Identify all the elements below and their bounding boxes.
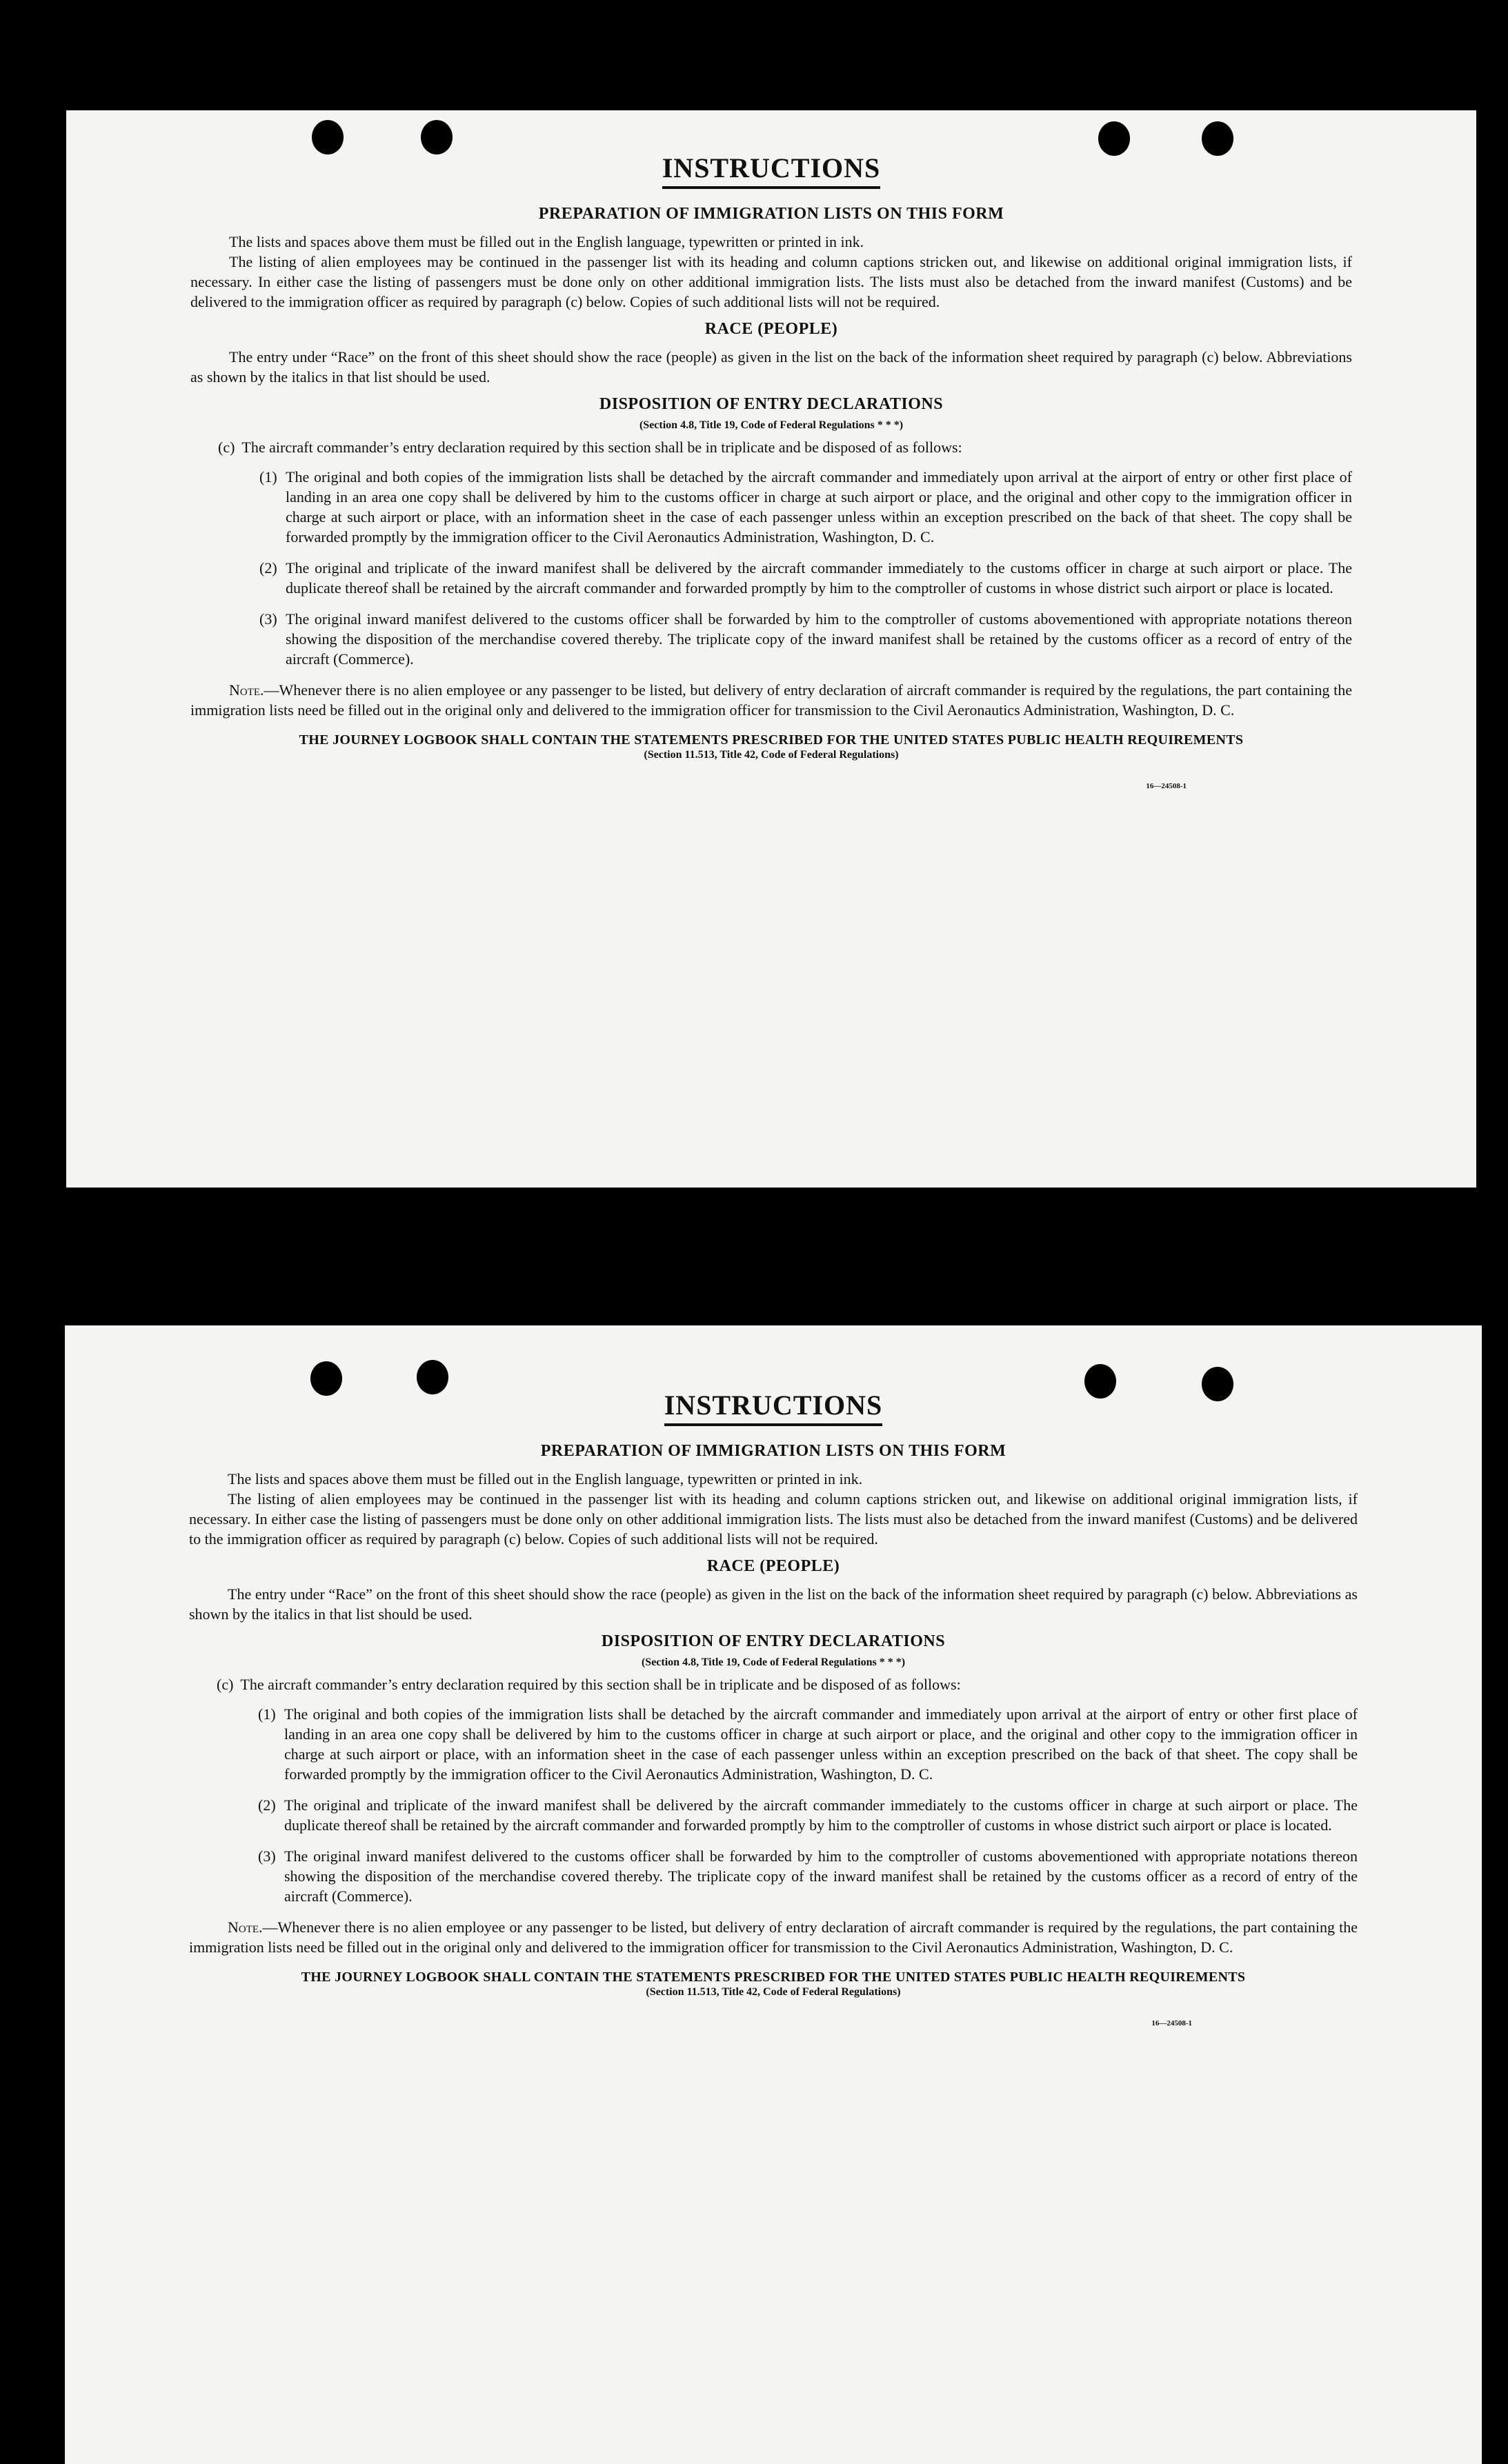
item-number: (1) [259,468,277,485]
item-text: The original and triplicate of the inward manifest shall be delivered by the aircraft commander immediately to the customs officer in charge at such airport or place. The duplicate thereof shall be retained by the aircraft commander and forwarded promptly by him to the comptroller of customs in whose district such airport or place is located. [286,559,1352,597]
paragraph: The lists and spaces above them must be filled out in the English language, typewritten or printed in ink. [228,1470,863,1488]
note-paragraph [189,1917,1358,1957]
item-text: The original and both copies of the immigration lists shall be detached by the aircraft commander and immediately upon arrival at the airport of entry or other first place of landing in an area one copy shall be delivered by him to the customs officer in charge at such airport or place, and the original and other copy to the immigration officer in charge at such airport or place, with an information sheet in the case of each passenger unless within an exception prescribed on the back of that sheet. The copy shall be forwarded promptly by the immigration officer to the Civil Aeronautics Administration, Washington, D. C. [284,1705,1358,1783]
paragraph: The entry under “Race” on the front of this sheet should show the race (people) as given in the list on the back of the information sheet required by paragraph (c) below. Abbreviations as shown by the italics in that list should be used. [189,1585,1358,1623]
sheet-content [190,152,1352,790]
note-paragraph [190,680,1352,720]
closing-statement: THE JOURNEY LOGBOOK SHALL CONTAIN THE STATEMENTS PRESCRIBED FOR THE UNITED STATES PUBLIC HEALTH REQUIREMENTS [299,732,1244,748]
item-text: The original inward manifest delivered to the customs officer shall be forwarded by him to the comptroller of customs abovementioned with appropriate notations thereon showing the disposition of the merchandise covered thereby. The triplicate copy of the inward manifest shall be retained by the customs officer as a record of entry of the aircraft (Commerce). [284,1847,1358,1905]
list-item [258,1795,1358,1835]
list-item [258,1704,1358,1784]
section-subheading: (Section 4.8, Title 19, Code of Federal Regulations * * *) [641,1656,906,1668]
closing-statement: THE JOURNEY LOGBOOK SHALL CONTAIN THE STATEMENTS PRESCRIBED FOR THE UNITED STATES PUBLIC HEALTH REQUIREMENTS [301,1970,1246,1985]
item-text: The original and triplicate of the inward manifest shall be delivered by the aircraft commander immediately to the customs officer in charge at such airport or place. The duplicate thereof shall be retained by the aircraft commander and forwarded promptly by him to the comptroller of customs in whose district such airport or place is located. [284,1796,1358,1834]
item-number: (3) [259,610,277,628]
section-heading: DISPOSITION OF ENTRY DECLARATIONS [601,1632,946,1650]
section-heading: PREPARATION OF IMMIGRATION LISTS ON THIS FORM [540,1442,1006,1460]
paragraph: The entry under “Race” on the front of this sheet should show the race (people) as given in the list on the back of the information sheet required by paragraph (c) below. Abbreviations as shown by the italics in that list should be used. [190,348,1352,385]
note-text: —Whenever there is no alien employee or any passenger to be listed, but delivery of entry declaration of aircraft commander is required by the regulations, the part containing the immigration lists need be filled out in the original only and delivered to the immigration officer for transmission to the Civil Aeronautics Administration, Washington, D. C. [189,1919,1358,1956]
list-item [258,1846,1358,1906]
section-heading: RACE (PEOPLE) [706,1557,840,1575]
form-number: 16—24508-1 [1146,782,1187,790]
section-heading: PREPARATION OF IMMIGRATION LISTS ON THIS FORM [538,205,1004,223]
item-number: (2) [258,1796,276,1814]
paragraph: The listing of alien employees may be continued in the passenger list with its heading and column captions stricken out, and likewise on additional original immigration lists, if necessary. In either case the listing of passengers must be done only on other additional immigration lists. The lists must also be detached from the inward manifest (Customs) and be delivered to the immigration officer as required by paragraph (c) below. Copies of such additional lists will not be required. [190,253,1352,310]
punch-hole [1202,121,1233,156]
item-number: (2) [259,559,277,577]
instruction-sheet [65,1325,1482,2464]
list-item [259,467,1352,547]
paragraph: The listing of alien employees may be continued in the passenger list with its heading and column captions stricken out, and likewise on additional original immigration lists, if necessary. In either case the listing of passengers must be done only on other additional immigration lists. The lists must also be detached from the inward manifest (Customs) and be delivered to the immigration officer as required by paragraph (c) below. Copies of such additional lists will not be required. [189,1490,1358,1547]
sheet-content [189,1389,1358,2027]
paragraph-c [218,437,1352,457]
item-text: The original and both copies of the immigration lists shall be detached by the aircraft commander and immediately upon arrival at the airport of entry or other first place of landing in an area one copy shall be delivered by him to the customs officer in charge at such airport or place, and the original and other copy to the immigration officer in charge at such airport or place, with an information sheet in the case of each passenger unless within an exception prescribed on the back of that sheet. The copy shall be forwarded promptly by the immigration officer to the Civil Aeronautics Administration, Washington, D. C. [286,468,1352,545]
page-title: INSTRUCTIONS [189,1389,1358,1421]
closing-citation: (Section 11.513, Title 42, Code of Federal Regulations) [646,1986,901,1998]
punch-hole [1098,121,1130,156]
note-text: —Whenever there is no alien employee or any passenger to be listed, but delivery of entry declaration of aircraft commander is required by the regulations, the part containing the immigration lists need be filled out in the original only and delivered to the immigration officer for transmission to the Civil Aeronautics Administration, Washington, D. C. [190,681,1352,719]
list-item [259,558,1352,598]
paragraph-text: The aircraft commander’s entry declaration required by this section shall be in triplicate and be disposed of as follows: [241,439,962,456]
paragraph-label: (c) [218,439,235,456]
page-title: INSTRUCTIONS [190,152,1352,184]
paragraph-text: The aircraft commander’s entry declaration required by this section shall be in triplicate and be disposed of as follows: [240,1676,961,1693]
note-label: Note. [228,1919,263,1936]
item-text: The original inward manifest delivered to the customs officer shall be forwarded by him to the comptroller of customs abovementioned with appropriate notations thereon showing the disposition of the merchandise covered thereby. The triplicate copy of the inward manifest shall be retained by the customs officer as a record of entry of the aircraft (Commerce). [286,610,1352,668]
section-subheading: (Section 4.8, Title 19, Code of Federal Regulations * * *) [639,419,904,431]
list-item [259,609,1352,669]
closing-citation: (Section 11.513, Title 42, Code of Federal Regulations) [644,749,899,761]
paragraph-label: (c) [217,1676,234,1693]
punch-hole [421,120,453,154]
section-heading: RACE (PEOPLE) [704,320,838,338]
form-number: 16—24508-1 [1151,2019,1192,2027]
item-number: (3) [258,1847,276,1865]
paragraph-c [217,1674,1358,1694]
punch-hole [312,120,344,154]
paragraph: The lists and spaces above them must be filled out in the English language, typewritten or printed in ink. [229,233,864,250]
item-number: (1) [258,1705,276,1723]
note-label: Note. [229,681,264,699]
section-heading: DISPOSITION OF ENTRY DECLARATIONS [599,395,944,413]
instruction-sheet [66,110,1476,1188]
